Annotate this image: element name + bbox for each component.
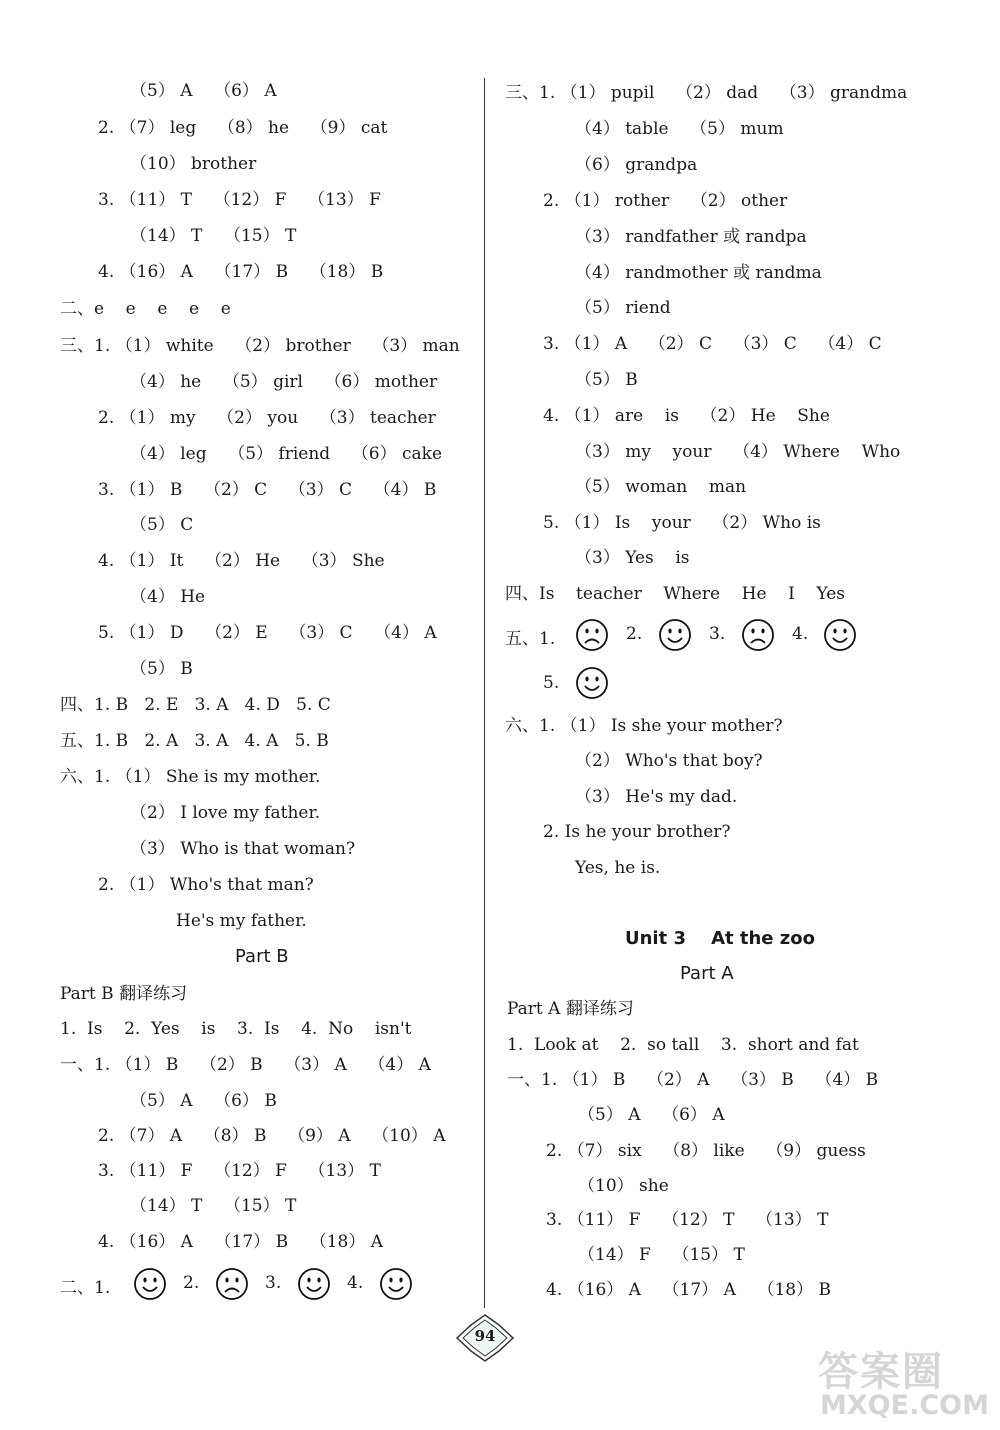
answer-line: 2. （1） my （2） you （3） teacher <box>98 408 436 428</box>
happy-face-icon <box>823 618 857 652</box>
face-row-label: 3. <box>265 1273 282 1293</box>
face-row-label: 4. <box>347 1273 364 1293</box>
answer-line: （5） woman man <box>575 477 747 497</box>
answer-line: 2. （7） leg （8） he （9） cat <box>98 118 388 138</box>
answer-line: 四、1. B 2. E 3. A 4. D 5. C <box>60 695 331 715</box>
answer-line: （10） she <box>578 1176 669 1196</box>
answer-line: 2. （1） rother （2） other <box>543 191 788 211</box>
answer-line: 3. （1） B （2） C （3） C （4） B <box>98 480 437 500</box>
sad-face-icon <box>741 618 775 652</box>
answer-line: 二、e e e e e <box>60 299 231 319</box>
sad-face-icon <box>215 1267 249 1301</box>
answer-line: 五、1. B 2. A 3. A 4. A 5. B <box>60 731 329 751</box>
section-subheading: Part B 翻译练习 <box>60 984 188 1004</box>
face-row-label: 2. <box>183 1273 200 1293</box>
answer-line: 4. （1） are is （2） He She <box>543 406 830 426</box>
face-row-label: 二、1. <box>60 1278 111 1298</box>
answer-line: 4. （16） A （17） B （18） B <box>98 262 384 282</box>
answer-line: （2） Who's that boy? <box>575 751 763 771</box>
answer-line: 1. Is 2. Yes is 3. Is 4. No isn't <box>60 1019 412 1039</box>
answer-line: （4） He <box>130 587 206 607</box>
answer-line: Yes, he is. <box>575 858 661 878</box>
answer-line: （5） B <box>130 659 193 679</box>
answer-line: （2） I love my father. <box>130 803 321 823</box>
sad-face-icon <box>575 618 609 652</box>
answer-line: 4. （16） A （17） B （18） A <box>98 1232 384 1252</box>
unit-title: Unit 3 At the zoo <box>625 928 815 949</box>
answer-line: 四、Is teacher Where He I Yes <box>505 584 845 604</box>
section-heading: Part A <box>680 963 734 984</box>
answer-line: 2. （1） Who's that man? <box>98 875 314 895</box>
answer-line: 2. Is he your brother? <box>543 822 731 842</box>
watermark-text: 答案圈 <box>818 1349 944 1395</box>
answer-line: 5. （1） D （2） E （3） C （4） A <box>98 623 437 643</box>
answer-line: （4） randmother 或 randma <box>575 263 822 283</box>
answer-line: （14） T （15） T <box>130 1196 297 1216</box>
answer-line: 2. （7） six （8） like （9） guess <box>546 1141 866 1161</box>
column-divider <box>484 78 485 1308</box>
section-heading: Part B <box>235 946 289 967</box>
answer-line: （5） A （6） A <box>130 81 277 101</box>
answer-line: （3） my your （4） Where Who <box>575 442 901 462</box>
answer-line: （3） He's my dad. <box>575 787 738 807</box>
answer-line: （5） A （6） B <box>130 1091 277 1111</box>
answer-line: （3） randfather 或 randpa <box>575 227 807 247</box>
answer-line: 5. （1） Is your （2） Who is <box>543 513 821 533</box>
answer-line: 3. （11） F （12） F （13） T <box>98 1161 381 1181</box>
answer-line: 3. （11） T （12） F （13） F <box>98 190 381 210</box>
page-number-badge <box>455 1313 515 1363</box>
watermark-logo <box>818 1340 993 1425</box>
happy-face-icon <box>658 618 692 652</box>
face-row-label: 五、1. <box>505 629 556 649</box>
answer-line: 六、1. （1） Is she your mother? <box>505 716 783 736</box>
happy-face-icon <box>133 1267 167 1301</box>
section-subheading: Part A 翻译练习 <box>507 999 634 1019</box>
answer-line: 三、1. （1） pupil （2） dad （3） grandma <box>505 83 908 103</box>
answer-line: （6） grandpa <box>575 155 698 175</box>
answer-line: （5） A （6） A <box>578 1105 725 1125</box>
happy-face-icon <box>297 1267 331 1301</box>
happy-face-icon <box>575 666 609 700</box>
page-number: 94 <box>474 1327 496 1345</box>
answer-line: 六、1. （1） She is my mother. <box>60 767 321 787</box>
answer-line: （14） F （15） T <box>578 1245 745 1265</box>
answer-line: （5） C <box>130 515 194 535</box>
left-column <box>0 0 460 1300</box>
answer-line: （4） he （5） girl （6） mother <box>130 372 438 392</box>
answer-line: （5） riend <box>575 298 671 318</box>
answer-line: （4） leg （5） friend （6） cake <box>130 444 443 464</box>
answer-line: 1. Look at 2. so tall 3. short and fat <box>507 1035 859 1055</box>
watermark-url: MXQE.COM <box>820 1390 989 1421</box>
answer-line: 4. （1） It （2） He （3） She <box>98 551 385 571</box>
face-row-label: 3. <box>709 624 726 644</box>
answer-line: 一、1. （1） B （2） A （3） B （4） B <box>507 1070 879 1090</box>
answer-line: （5） B <box>575 370 638 390</box>
face-row-label: 4. <box>792 624 809 644</box>
answer-line: 4. （16） A （17） A （18） B <box>546 1280 832 1300</box>
answer-line: 3. （1） A （2） C （3） C （4） C <box>543 334 882 354</box>
answer-line: （14） T （15） T <box>130 226 297 246</box>
face-row-label: 2. <box>626 624 643 644</box>
answer-line: （4） table （5） mum <box>575 119 784 139</box>
answer-line: 一、1. （1） B （2） B （3） A （4） A <box>60 1055 431 1075</box>
answer-line: 三、1. （1） white （2） brother （3） man <box>60 336 460 356</box>
answer-line: He's my father. <box>176 911 307 931</box>
answer-line: （10） brother <box>130 154 257 174</box>
answer-line: （3） Yes is <box>575 548 690 568</box>
answer-line: 3. （11） F （12） T （13） T <box>546 1210 829 1230</box>
answer-line: 2. （7） A （8） B （9） A （10） A <box>98 1126 446 1146</box>
answer-line: （3） Who is that woman? <box>130 839 356 859</box>
happy-face-icon <box>379 1267 413 1301</box>
face-row-label: 5. <box>543 673 560 693</box>
